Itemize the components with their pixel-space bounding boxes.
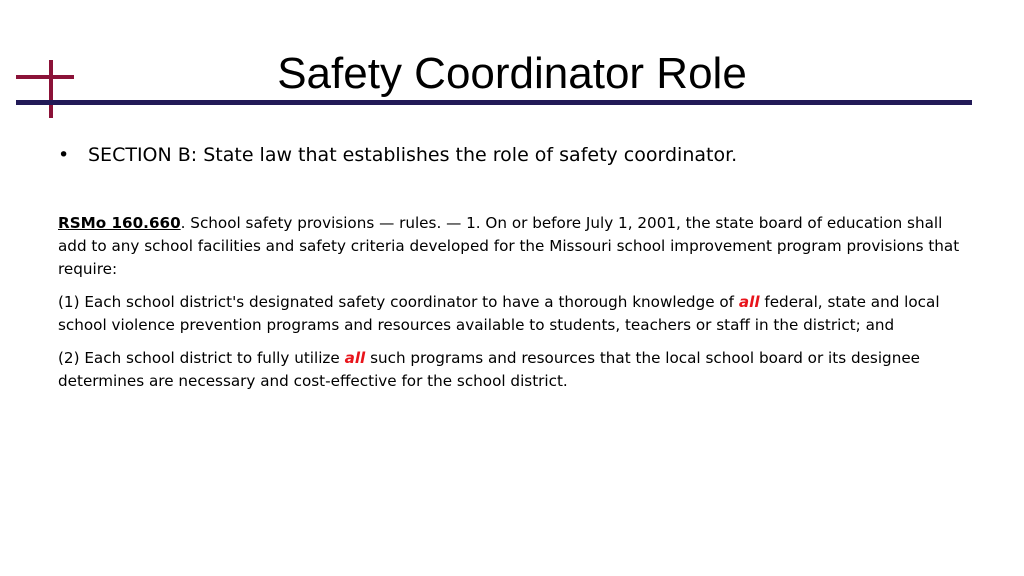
bullet-item bbox=[58, 141, 978, 169]
statute-body bbox=[58, 212, 968, 403]
item2-text-before: (2) Each school district to fully utilize bbox=[58, 349, 345, 367]
statute-item-1 bbox=[58, 291, 968, 337]
title-divider bbox=[16, 100, 972, 105]
statute-intro-paragraph bbox=[58, 212, 968, 281]
item1-text-after: federal, state and local school violence prevention programs and resources available to students, teachers or staff in the district; and bbox=[58, 293, 940, 334]
slide-title: Safety Coordinator Role bbox=[277, 49, 747, 98]
statute-intro-text: . School safety provisions — rules. — 1. On or before July 1, 2001, the state board of education shall add to any school facilities and safety criteria developed for the Missouri school improvement program provisions that require: bbox=[58, 214, 960, 278]
item2-emphasis: all bbox=[344, 349, 366, 367]
item1-emphasis: all bbox=[738, 293, 760, 311]
bullet-text: SECTION B: State law that establishes the role of safety coordinator. bbox=[88, 144, 738, 166]
statute-reference: RSMo 160.660 bbox=[58, 214, 181, 232]
bullet-marker: • bbox=[58, 144, 70, 166]
statute-item-2 bbox=[58, 347, 968, 393]
item1-text-before: (1) Each school district's designated safety coordinator to have a thorough knowledge of bbox=[58, 293, 739, 311]
item2-text-after: such programs and resources that the local school board or its designee determines are necessary and cost-effective for the school district. bbox=[58, 349, 921, 390]
